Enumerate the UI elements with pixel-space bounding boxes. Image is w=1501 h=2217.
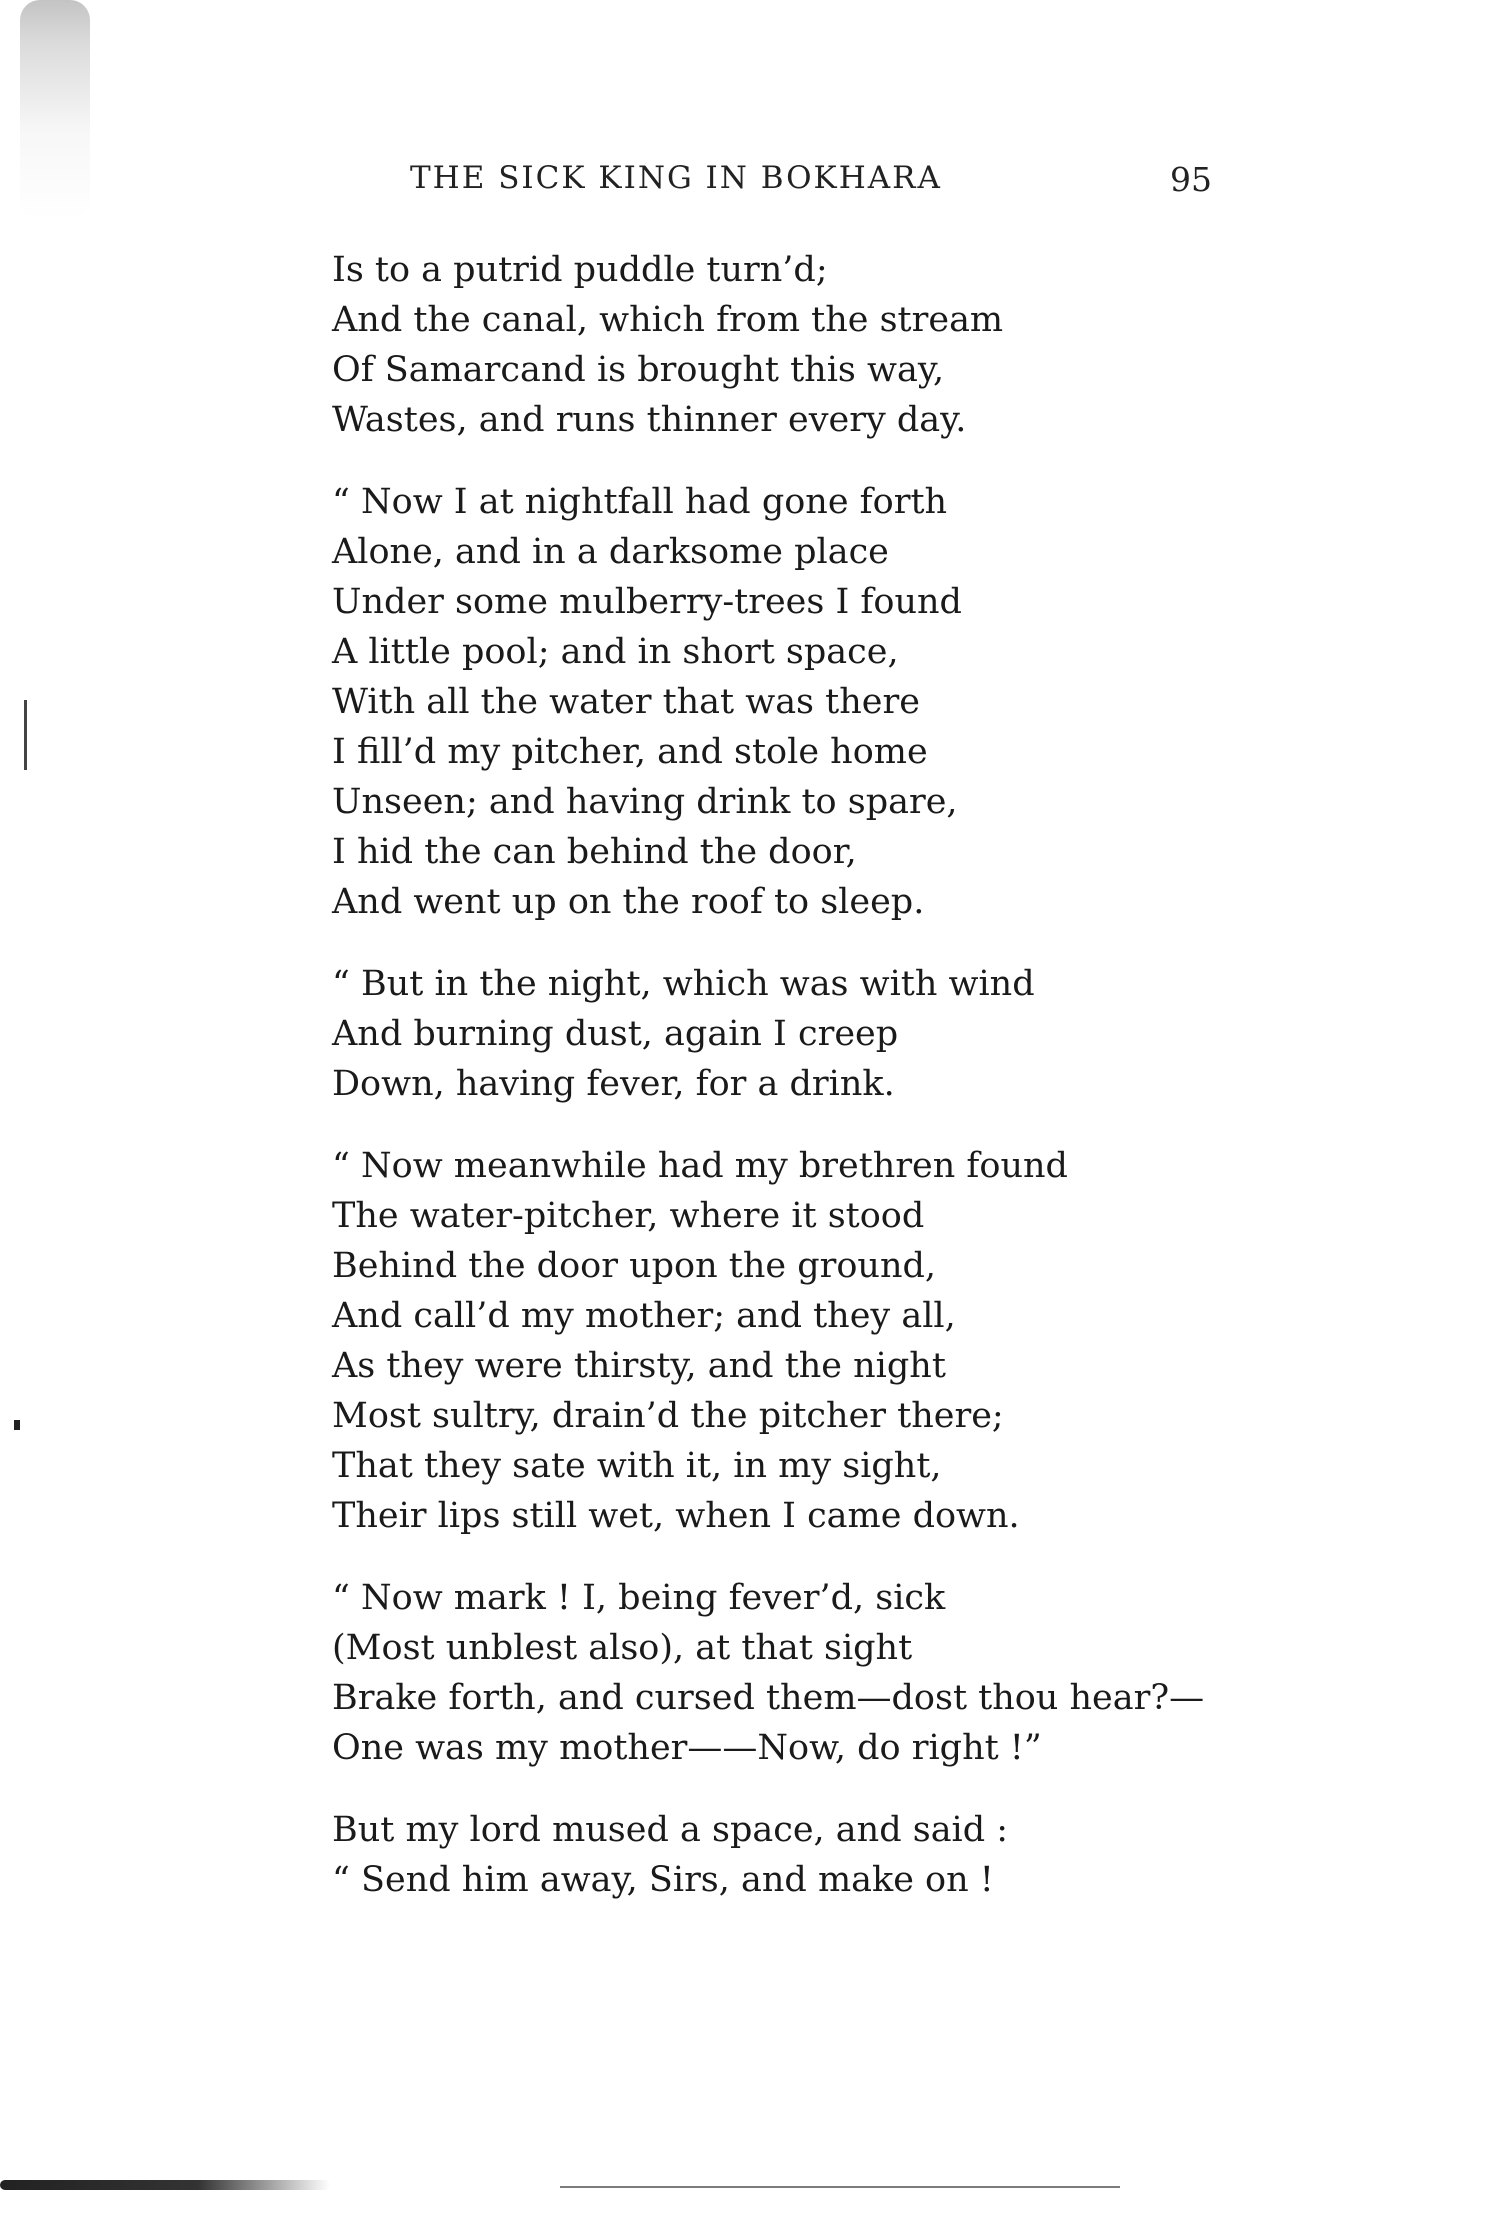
verse-line: “ Now mark ! I, being fever’d, sick — [332, 1578, 946, 1618]
verse-line: And the canal, which from the stream — [332, 300, 1004, 340]
verse-line: I hid the can behind the door, — [332, 832, 857, 872]
verse-line: Down, having fever, for a drink. — [332, 1064, 895, 1104]
stanza — [332, 959, 1332, 1109]
verse-line: The water-pitcher, where it stood — [332, 1196, 925, 1236]
verse-line: A little pool; and in short space, — [332, 632, 899, 672]
stanza — [332, 245, 1332, 445]
verse-line: Of Samarcand is brought this way, — [332, 350, 945, 390]
poem-body — [332, 245, 1332, 1937]
stanza — [332, 1573, 1332, 1773]
verse-line: Is to a putrid puddle turn’d; — [332, 250, 828, 290]
running-title: THE SICK KING IN BOKHARA — [410, 160, 942, 196]
page-number: 95 — [1170, 160, 1212, 199]
verse-line: “ Now I at nightfall had gone forth — [332, 482, 948, 522]
verse-line: I fill’d my pitcher, and stole home — [332, 732, 928, 772]
stanza — [332, 1805, 1332, 1905]
verse-line: “ But in the night, which was with wind — [332, 964, 1035, 1004]
verse-line: And went up on the roof to sleep. — [332, 882, 925, 922]
verse-line: With all the water that was there — [332, 682, 920, 722]
verse-line: Most sultry, drain’d the pitcher there; — [332, 1396, 1004, 1436]
stanza — [332, 477, 1332, 927]
verse-line: (Most unblest also), at that sight — [332, 1628, 913, 1668]
verse-line: “ Now meanwhile had my brethren found — [332, 1146, 1068, 1186]
verse-line: As they were thirsty, and the night — [332, 1346, 946, 1386]
verse-line: Brake forth, and cursed them—dost thou hear?— — [332, 1678, 1205, 1718]
verse-line: Unseen; and having drink to spare, — [332, 782, 958, 822]
verse-line: Their lips still wet, when I came down. — [332, 1496, 1020, 1536]
scan-mark — [24, 700, 27, 770]
verse-line: And call’d my mother; and they all, — [332, 1296, 956, 1336]
scan-edge-line — [560, 2186, 1120, 2188]
scan-smudge — [20, 0, 90, 220]
verse-line: One was my mother——Now, do right !” — [332, 1728, 1042, 1768]
verse-line: Behind the door upon the ground, — [332, 1246, 937, 1286]
verse-line: Alone, and in a darksome place — [332, 532, 889, 572]
verse-line: “ Send him away, Sirs, and make on ! — [332, 1860, 994, 1900]
stanza — [332, 1141, 1332, 1541]
verse-line: And burning dust, again I creep — [332, 1014, 899, 1054]
scan-edge-shadow — [0, 2180, 330, 2190]
verse-line: That they sate with it, in my sight, — [332, 1446, 942, 1486]
scan-mark — [14, 1420, 20, 1430]
verse-line: But my lord mused a space, and said : — [332, 1810, 1009, 1850]
verse-line: Under some mulberry-trees I found — [332, 582, 962, 622]
verse-line: Wastes, and runs thinner every day. — [332, 400, 967, 440]
